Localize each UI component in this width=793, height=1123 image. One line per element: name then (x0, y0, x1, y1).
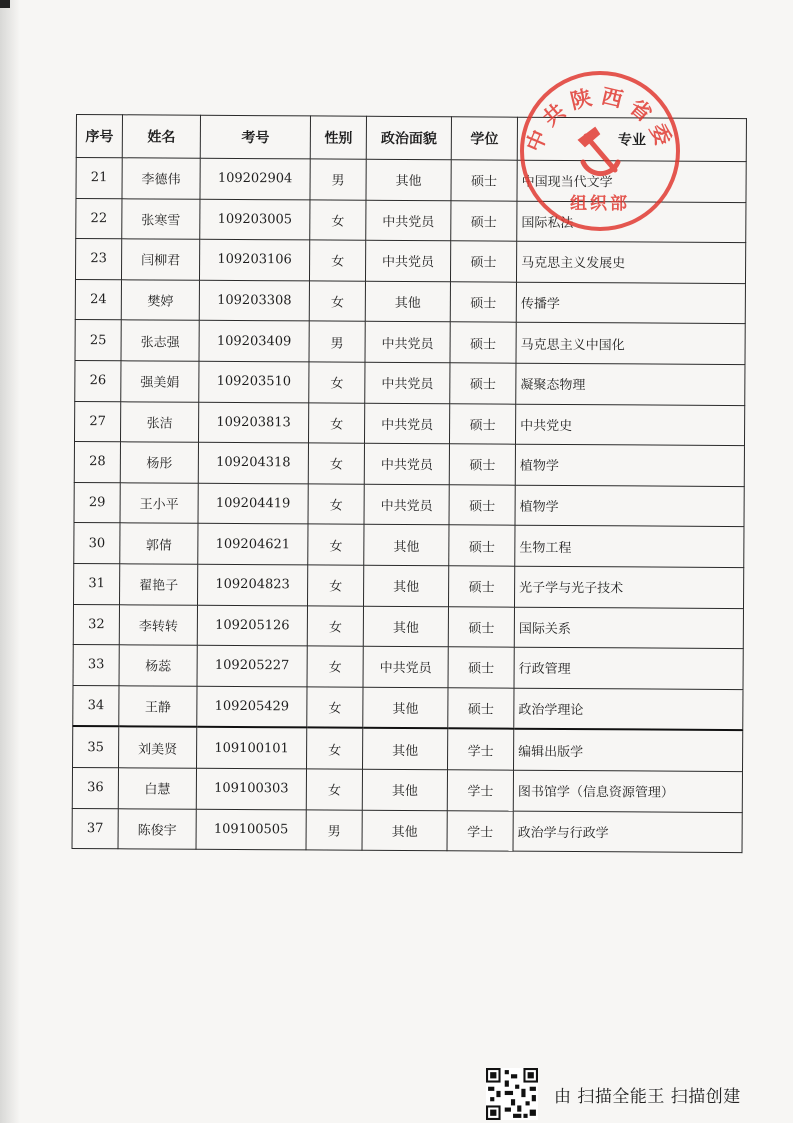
political-status-cell: 中共党员 (363, 646, 448, 687)
political-status-cell: 中共党员 (364, 484, 449, 525)
seq-cell: 23 (75, 239, 121, 280)
scanner-footer (486, 1068, 741, 1120)
qr-code-icon (486, 1068, 538, 1120)
political-status-cell: 中共党员 (365, 362, 450, 403)
table-row (73, 726, 743, 771)
major-cell: 植物学 (515, 444, 744, 486)
exam-number-cell: 109203409 (199, 321, 309, 362)
table-row (75, 239, 745, 284)
gender-cell: 女 (307, 728, 363, 769)
header-cell: 专业 (517, 117, 746, 161)
political-status-cell: 其他 (363, 728, 448, 770)
degree-cell: 硕士 (449, 444, 515, 485)
political-status-cell: 中共党员 (366, 200, 451, 241)
name-cell: 王静 (119, 685, 197, 727)
major-cell: 中共党史 (515, 404, 744, 446)
degree-cell: 硕士 (451, 200, 517, 241)
political-status-cell: 中共党员 (364, 403, 449, 444)
name-cell: 张洁 (120, 401, 198, 442)
political-status-cell: 中共党员 (364, 443, 449, 484)
seq-cell: 35 (73, 726, 119, 767)
major-cell: 国际关系 (514, 607, 743, 649)
degree-cell: 硕士 (448, 688, 514, 729)
gender-cell: 女 (308, 443, 364, 484)
exam-number-cell: 109203510 (199, 361, 309, 402)
page-edge-shadow (0, 0, 20, 1123)
political-status-cell: 其他 (364, 525, 449, 566)
seq-cell: 30 (74, 523, 120, 564)
gender-cell: 女 (307, 605, 363, 646)
degree-cell: 学士 (447, 810, 513, 851)
seq-cell: 32 (73, 604, 119, 645)
major-cell: 马克思主义发展史 (516, 241, 745, 283)
degree-cell: 硕士 (448, 566, 514, 607)
name-cell: 翟艳子 (120, 564, 198, 605)
gender-cell: 男 (306, 809, 362, 850)
name-cell: 杨彤 (120, 442, 198, 483)
gender-cell: 女 (309, 362, 365, 403)
name-cell: 李德伟 (122, 158, 200, 199)
seq-cell: 33 (73, 645, 119, 686)
major-cell: 政治学理论 (514, 688, 743, 730)
major-cell: 国际私法 (517, 201, 746, 243)
seq-cell: 28 (74, 442, 120, 483)
name-cell: 李转转 (119, 604, 197, 645)
major-cell: 编辑出版学 (514, 729, 743, 771)
degree-cell: 硕士 (449, 525, 515, 566)
gender-cell: 女 (307, 646, 363, 687)
table-row (75, 279, 745, 324)
table-row (74, 523, 744, 568)
major-cell: 行政管理 (514, 647, 743, 689)
political-status-cell: 其他 (363, 687, 448, 729)
seq-cell: 27 (74, 401, 120, 442)
seq-cell: 25 (75, 320, 121, 361)
header-cell: 姓名 (122, 115, 200, 158)
header-cell: 考号 (200, 115, 310, 159)
exam-number-cell: 109204318 (198, 442, 308, 483)
exam-number-cell: 109203106 (199, 239, 309, 280)
name-cell: 陈俊宇 (118, 808, 196, 849)
exam-number-cell: 109205429 (197, 686, 307, 728)
gender-cell: 女 (309, 281, 365, 322)
name-cell: 强美娟 (121, 361, 199, 402)
gender-cell: 男 (310, 159, 366, 200)
degree-cell: 硕士 (449, 485, 515, 526)
degree-cell: 硕士 (448, 647, 514, 688)
seq-cell: 22 (76, 198, 122, 239)
exam-number-cell: 109100101 (197, 727, 307, 769)
exam-number-cell: 109100505 (196, 809, 306, 850)
gender-cell: 女 (308, 484, 364, 525)
political-status-cell: 其他 (366, 159, 451, 200)
political-status-cell: 其他 (365, 281, 450, 322)
table-row (75, 320, 745, 365)
major-cell: 光子学与光子技术 (514, 566, 743, 608)
seq-cell: 26 (75, 360, 121, 401)
exam-number-cell: 109205126 (197, 605, 307, 646)
degree-cell: 学士 (448, 729, 514, 770)
degree-cell: 硕士 (448, 606, 514, 647)
seq-cell: 36 (72, 767, 118, 808)
table-row (73, 645, 743, 690)
seq-cell: 34 (73, 685, 119, 726)
table-row (72, 808, 742, 853)
gender-cell: 男 (309, 321, 365, 362)
roster-table (72, 114, 747, 853)
major-cell: 图书馆学（信息资源管理） (513, 770, 742, 812)
name-cell: 杨蕊 (119, 645, 197, 686)
table-row (75, 360, 745, 405)
seq-cell: 29 (74, 482, 120, 523)
seq-cell: 31 (74, 563, 120, 604)
table-row (74, 401, 744, 446)
name-cell: 樊婷 (121, 280, 199, 321)
seal-arc-text: 中共陕西省委 (521, 83, 679, 156)
political-status-cell: 中共党员 (365, 322, 450, 363)
table-row (73, 685, 743, 730)
gender-cell: 女 (307, 687, 363, 728)
degree-cell: 硕士 (450, 322, 516, 363)
political-status-cell: 其他 (363, 606, 448, 647)
table-row (74, 563, 744, 608)
political-status-cell: 中共党员 (365, 240, 450, 281)
seq-cell: 37 (72, 808, 118, 849)
header-cell: 序号 (76, 115, 122, 158)
scan-corner-mark (0, 0, 10, 8)
major-cell: 植物学 (515, 485, 744, 527)
name-cell: 张寒雪 (122, 198, 200, 239)
exam-number-cell: 109203813 (198, 402, 308, 443)
roster-table-body (72, 158, 746, 853)
exam-number-cell: 109204823 (198, 564, 308, 605)
political-status-cell: 其他 (364, 565, 449, 606)
table-header-row (76, 115, 746, 162)
exam-number-cell: 109205227 (197, 645, 307, 686)
header-cell: 政治面貌 (366, 116, 451, 160)
scanner-watermark-text: 由 扫描全能王 扫描创建 (554, 1086, 741, 1107)
degree-cell: 学士 (447, 770, 513, 811)
exam-number-cell: 109203308 (199, 280, 309, 321)
exam-number-cell: 109202904 (200, 158, 310, 199)
seq-cell: 21 (76, 158, 122, 199)
table-row (73, 604, 743, 649)
major-cell: 传播学 (516, 282, 745, 324)
gender-cell: 女 (310, 200, 366, 241)
major-cell: 政治学与行政学 (513, 811, 742, 853)
political-status-cell: 其他 (362, 769, 447, 810)
exam-number-cell: 109100303 (196, 768, 306, 809)
seal-bottom-text: 组织部 (570, 194, 630, 214)
gender-cell: 女 (306, 769, 362, 810)
major-cell: 马克思主义中国化 (516, 323, 745, 365)
major-cell: 生物工程 (515, 526, 744, 568)
political-status-cell: 其他 (362, 810, 447, 851)
degree-cell: 硕士 (451, 160, 517, 201)
degree-cell: 硕士 (450, 363, 516, 404)
header-cell: 性别 (310, 116, 366, 159)
table-row (74, 442, 744, 487)
name-cell: 张志强 (121, 320, 199, 361)
degree-cell: 硕士 (449, 403, 515, 444)
gender-cell: 女 (308, 402, 364, 443)
major-cell: 中国现当代文学 (517, 160, 746, 202)
gender-cell: 女 (308, 524, 364, 565)
exam-number-cell: 109203005 (200, 199, 310, 240)
name-cell: 王小平 (120, 483, 198, 524)
gender-cell: 女 (308, 565, 364, 606)
table-row (76, 158, 746, 203)
table-row (74, 482, 744, 527)
header-cell: 学位 (451, 117, 517, 160)
table-row (72, 767, 742, 812)
name-cell: 郭倩 (120, 523, 198, 564)
name-cell: 刘美贤 (119, 727, 197, 769)
gender-cell: 女 (309, 240, 365, 281)
degree-cell: 硕士 (450, 282, 516, 323)
seq-cell: 24 (75, 279, 121, 320)
major-cell: 凝聚态物理 (516, 363, 745, 405)
name-cell: 闫柳君 (121, 239, 199, 280)
exam-number-cell: 109204621 (198, 524, 308, 565)
table-row (76, 198, 746, 243)
degree-cell: 硕士 (450, 241, 516, 282)
name-cell: 白慧 (118, 768, 196, 809)
exam-number-cell: 109204419 (198, 483, 308, 524)
